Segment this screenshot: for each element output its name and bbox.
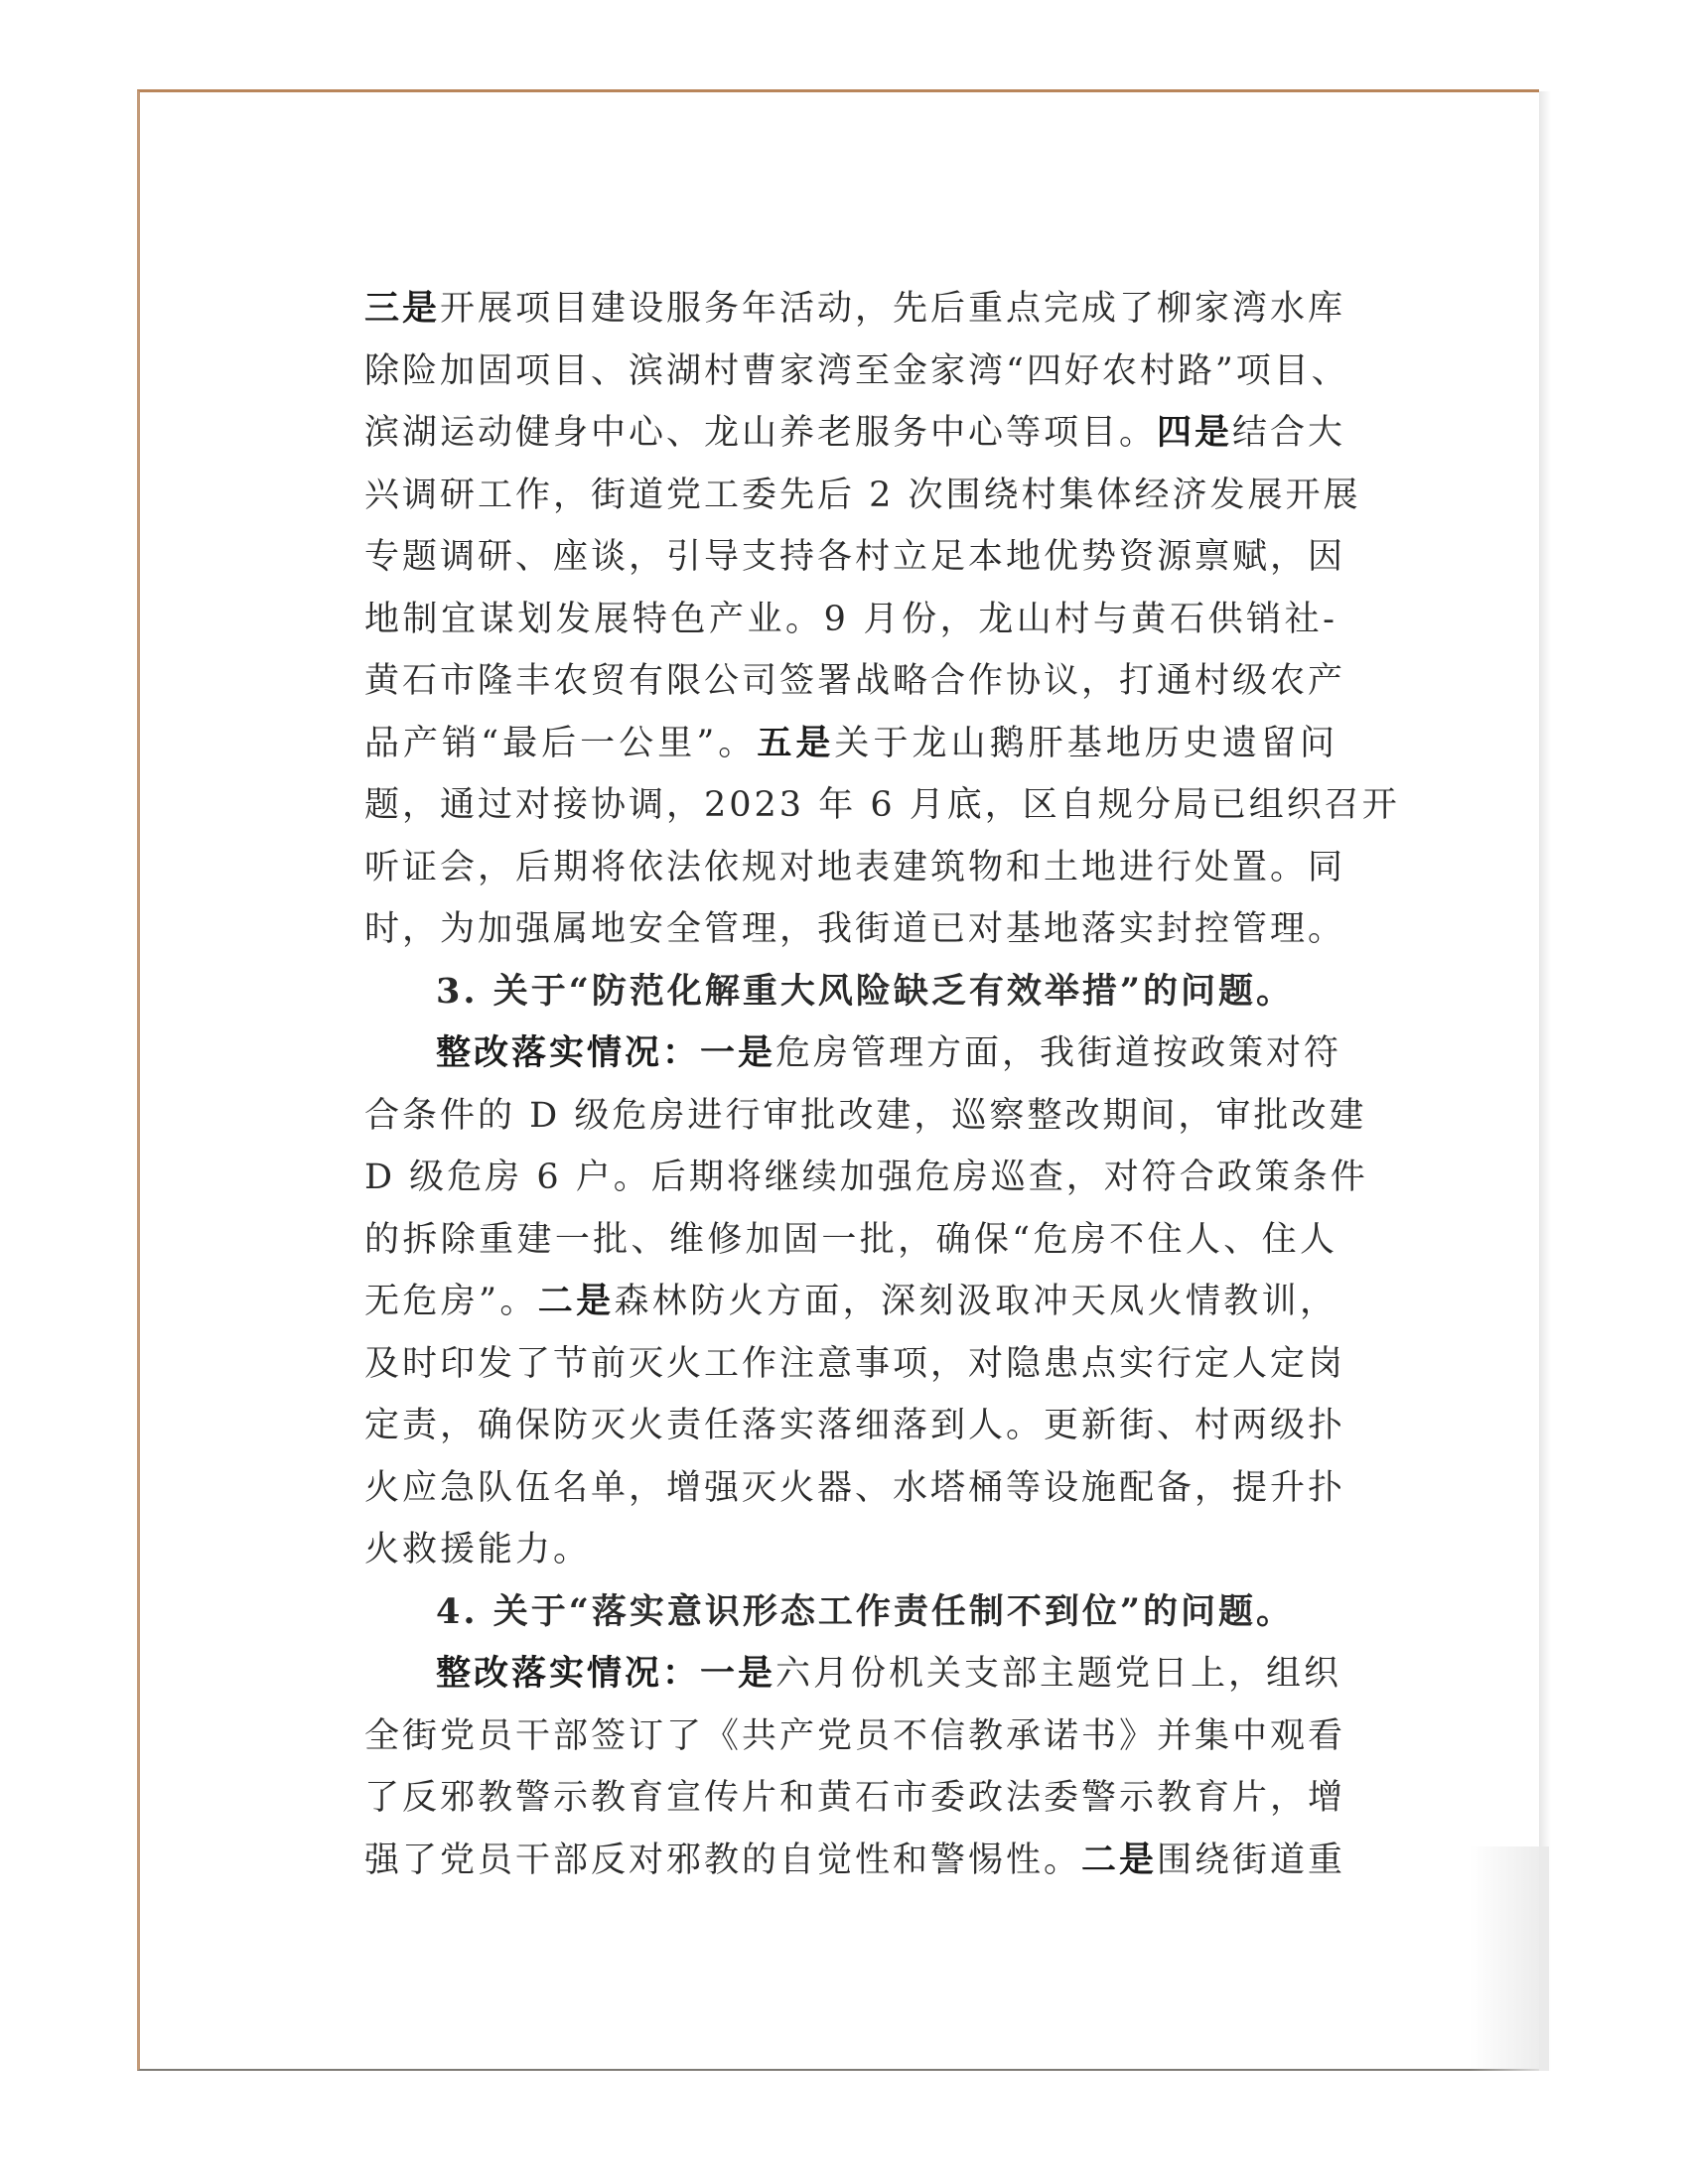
bold-marker: 二是 (537, 1281, 615, 1321)
text-line: 专题调研、座谈，引导支持各村立足本地优势资源禀赋，因 (364, 537, 1346, 577)
text-line: 三是开展项目建设服务年活动，先后重点完成了柳家湾水库 (364, 288, 1346, 329)
text-line: 整改落实情况：一是危房管理方面，我街道按政策对符 (436, 1032, 1342, 1073)
text-line: 滨湖运动健身中心、龙山养老服务中心等项目。四是结合大 (364, 412, 1346, 453)
bold-label: 整改落实情况： (436, 1032, 701, 1073)
bold-marker: 一是 (700, 1032, 776, 1073)
text-line: 的拆除重建一批、维修加固一批，确保“危房不住人、住人 (364, 1219, 1337, 1260)
text-line: 强了党员干部反对邪教的自觉性和警惕性。二是围绕街道重 (364, 1839, 1346, 1880)
text-line: 定责，确保防灭火责任落实落细落到人。更新街、村两级扑 (364, 1406, 1346, 1445)
text-line: 及时印发了节前灭火工作注意事项，对隐患点实行定人定岗 (364, 1343, 1346, 1384)
text-line: 听证会，后期将依法依规对地表建筑物和土地进行处置。同 (364, 847, 1346, 887)
section-heading-4: 4. 关于“落实意识形态工作责任制不到位”的问题。 (436, 1590, 1294, 1632)
text-line: 时，为加强属地安全管理，我街道已对基地落实封控管理。 (364, 909, 1346, 949)
page-edge-shadow (1537, 91, 1551, 2071)
text-line: 兴调研工作，街道党工委先后 2 次围绕村集体经济发展开展 (364, 475, 1361, 515)
text-line: 地制宜谋划发展特色产业。9 月份，龙山村与黄石供销社- (364, 599, 1337, 639)
page-curl-shadow (1470, 1846, 1549, 2071)
text-line: 火救援能力。 (364, 1530, 592, 1570)
text-line: 了反邪教警示教育宣传片和黄石市委政法委警示教育片，增 (364, 1778, 1346, 1818)
bold-marker: 四是 (1157, 412, 1233, 453)
text-line: D 级危房 6 户。后期将继续加强危房巡查，对符合政策条件 (364, 1158, 1368, 1197)
bold-marker: 三是 (364, 288, 441, 329)
text-line: 除险加固项目、滨湖村曹家湾至金家湾“四好农村路”项目、 (364, 350, 1349, 391)
text-line: 火应急队伍名单，增强灭火器、水塔桶等设施配备，提升扑 (364, 1467, 1346, 1508)
section-heading-3: 3. 关于“防范化解重大风险缺乏有效举措”的问题。 (436, 970, 1294, 1012)
text-line: 全街党员干部签订了《共产党员不信教承诺书》并集中观看 (364, 1715, 1346, 1756)
text-line: 无危房”。二是森林防火方面，深刻汲取冲天凤火情教训， (364, 1281, 1337, 1321)
bold-marker: 五是 (757, 722, 835, 763)
bold-label: 整改落实情况： (436, 1653, 701, 1694)
text-line: 黄石市隆丰农贸有限公司签署战略合作协议，打通村级农产 (364, 661, 1346, 701)
bold-marker: 二是 (1081, 1839, 1158, 1880)
text-line: 合条件的 D 级危房进行审批改建，巡察整改期间，审批改建 (364, 1095, 1367, 1136)
text-line: 题，通过对接协调，2023 年 6 月底，区自规分局已组织召开 (364, 785, 1400, 825)
text-line: 品产销“最后一公里”。五是关于龙山鹅肝基地历史遗留问 (364, 722, 1337, 763)
text-line: 整改落实情况：一是六月份机关支部主题党日上，组织 (436, 1653, 1342, 1694)
document-body (364, 278, 1400, 1891)
bold-marker: 一是 (700, 1653, 776, 1694)
